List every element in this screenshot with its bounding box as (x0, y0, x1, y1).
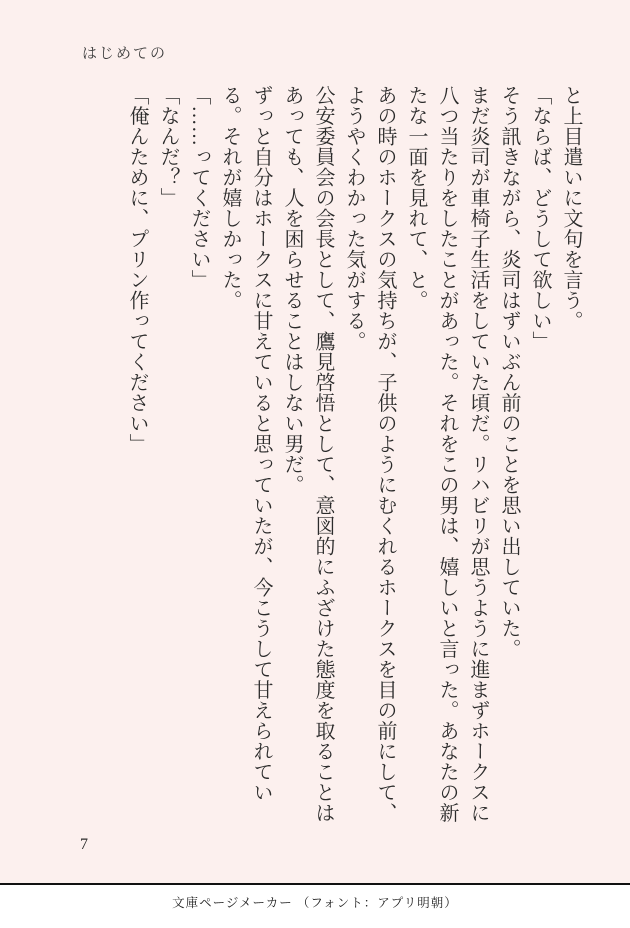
paragraph: まだ炎司が車椅子生活をしていた頃だ。リハビリが思うように進まずホークスに八つ当たりをしたことがあった。それをこの男は、嬉しいと言った。あなたの新たな一面を見れて、と。 (405, 85, 489, 823)
paragraph: 「なんだ？」 (157, 85, 179, 208)
page-number: 7 (80, 836, 88, 853)
paragraph: あの時のホークスの気持ちが、子供のようにむくれるホークスを目の前にして、ようやくわかった気がする。 (343, 85, 396, 823)
body-text (121, 85, 586, 830)
paragraph: 「ならば、どうして欲しい」 (529, 85, 551, 352)
paragraph: 「……ってください」 (188, 85, 210, 290)
paragraph: 「俺んために、プリン作ってください」 (126, 85, 148, 454)
paragraph: と上目遣いに文句を言う。 (560, 85, 582, 331)
paragraph: そう訊きながら、炎司はずいぶん前のことを思い出していた。 (498, 85, 520, 659)
paragraph: ずっと自分はホークスに甘えていると思っていたが、今こうして甘えられている。それが嬉しかった。 (219, 85, 272, 803)
footer-caption: 文庫ページメーカー （フォント：アプリ明朝） (0, 885, 630, 928)
paragraph: 公安委員会の会長として、鷹見啓悟として、意図的にふざけた態度を取ることはあっても、人を困らせることはしない男だ。 (281, 85, 334, 823)
page-header-title: はじめての (82, 46, 168, 62)
